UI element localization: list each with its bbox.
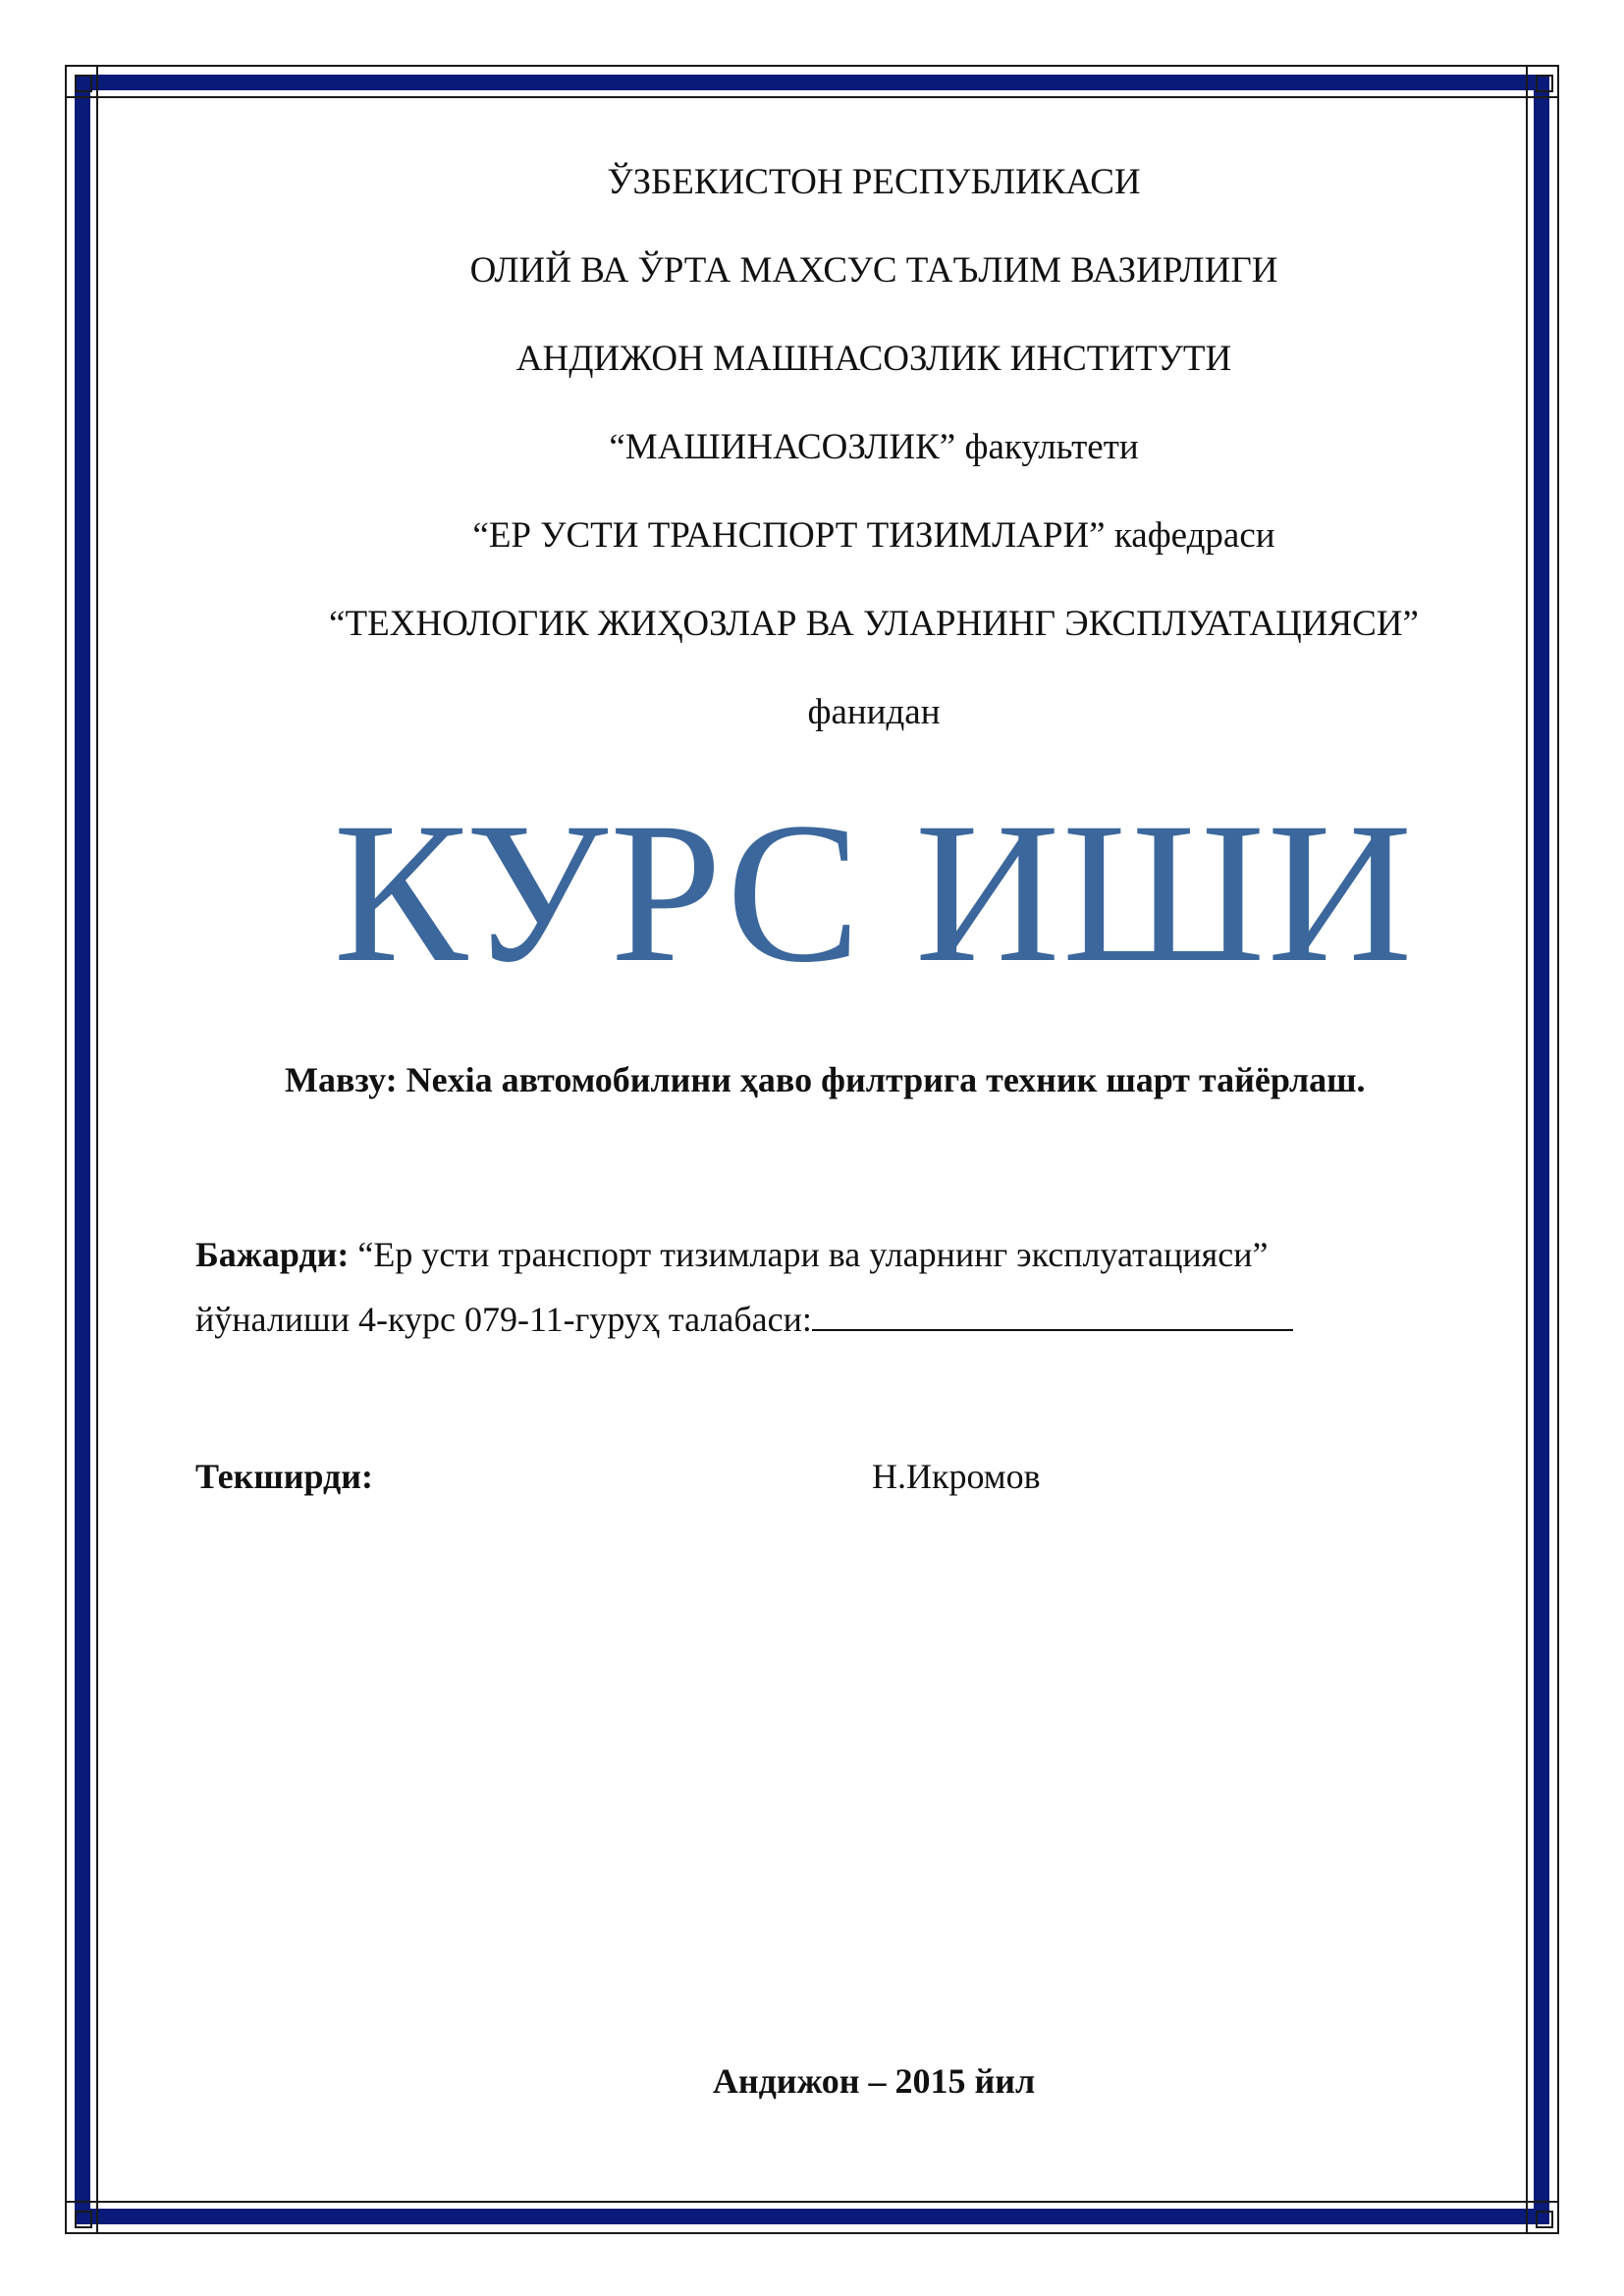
- header-country: ЎЗБЕКИСТОН РЕСПУБЛИКАСИ: [607, 162, 1141, 202]
- border-corner-top-right: [1526, 65, 1559, 98]
- border-corner-top-left: [65, 65, 98, 98]
- performed-group: йўналиши 4-курс 079-11-гуруҳ талабаси:: [195, 1300, 812, 1339]
- performed-line-2: [195, 1298, 1293, 1341]
- header-subject: “ТЕХНОЛОГИК ЖИҲОЗЛАР ВА УЛАРНИНГ ЭКСПЛУАТАЦИЯСИ”: [329, 604, 1419, 644]
- topic-line: Мавзу: Nexia автомобилини ҳаво филтрига техник шарт тайёрлаш.: [285, 1060, 1366, 1099]
- page-border-inner: [96, 96, 1528, 2203]
- document-title: КУРС ИШИ: [333, 781, 1415, 1004]
- checked-label: Текширди:: [195, 1457, 373, 1496]
- border-corner-bottom-left: [65, 2201, 98, 2234]
- student-name-blank: [812, 1300, 1293, 1331]
- header-ministry: ОЛИЙ ВА ЎРТА МАХСУС ТАЪЛИМ ВАЗИРЛИГИ: [469, 250, 1278, 291]
- border-corner-bottom-right: [1526, 2201, 1559, 2234]
- performed-line-1: [195, 1233, 1268, 1276]
- performed-direction: “Ер усти транспорт тизимлари ва уларнинг эксплуатацияси”: [349, 1235, 1269, 1274]
- header-subject-suffix: фанидан: [807, 692, 941, 732]
- header-faculty: “МАШИНАСОЗЛИК” факультети: [609, 427, 1139, 467]
- checker-name: Н.Икромов: [872, 1457, 1041, 1496]
- performed-label: Бажарди:: [195, 1235, 350, 1274]
- header-institute: АНДИЖОН МАШНАСОЗЛИК ИНСТИТУТИ: [515, 339, 1232, 379]
- header-department: “ЕР УСТИ ТРАНСПОРТ ТИЗИМЛАРИ” кафедраси: [472, 515, 1275, 556]
- footer-city-year: Андижон – 2015 йил: [712, 2061, 1036, 2101]
